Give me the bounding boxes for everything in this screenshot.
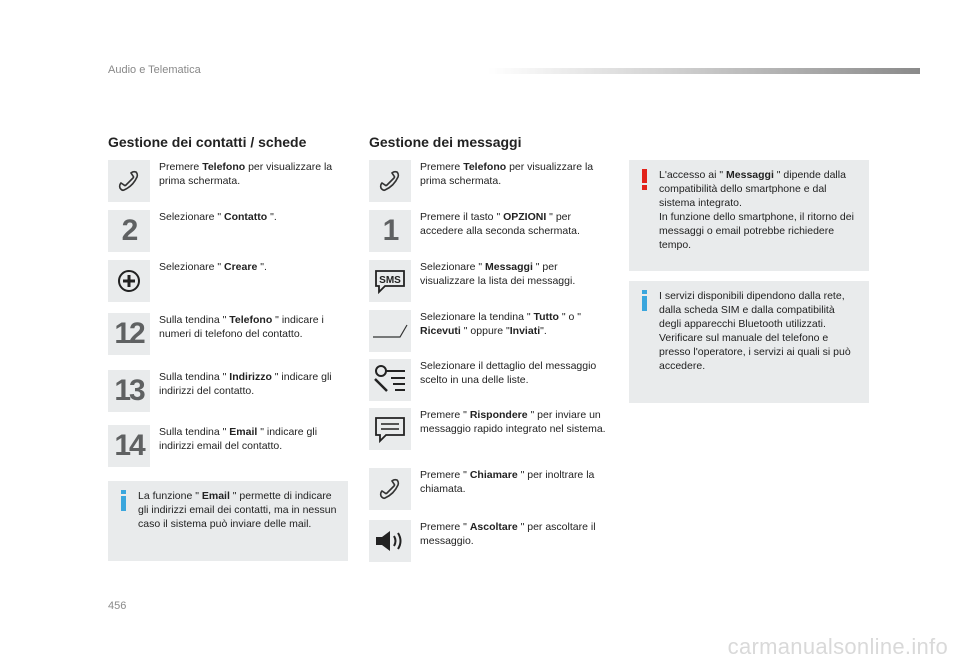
msg-step-options <box>369 210 610 252</box>
left-step-text-5: Sulla tendina " Indirizzo " indicare gli indirizzi del contatto. <box>159 371 332 397</box>
msg-step-reply <box>369 408 610 450</box>
msg-step-listen <box>369 520 610 562</box>
left-step-text-1: Premere Telefono per visualizzare la prima schermata. <box>159 161 333 187</box>
msg-step-text-5: Selezionare il dettaglio del messaggio scelto in una delle liste. <box>420 360 597 386</box>
step-number-badge: 12 <box>108 313 150 355</box>
left-step-contact <box>108 210 349 252</box>
left-step-indirizzo <box>108 370 349 412</box>
left-step-text-3: Selezionare " Creare ". <box>159 261 267 273</box>
msg-step-messages <box>369 260 610 302</box>
sms-icon-label: SMS <box>379 275 401 286</box>
section-header: Audio e Telematica <box>108 64 201 76</box>
message-detail-icon <box>369 359 411 401</box>
msg-step-phone <box>369 160 610 202</box>
quick-reply-icon <box>369 408 411 450</box>
step-number-badge: 1 <box>369 210 411 252</box>
msg-step-text-8: Premere " Ascoltare " per ascoltare il messaggio. <box>420 521 596 547</box>
contacts-title: Gestione dei contatti / schede <box>108 134 307 150</box>
info-icon <box>639 290 651 312</box>
msg-step-text-3: Selezionare " Messaggi " per visualizzare la lista dei messaggi. <box>420 261 576 287</box>
watermark: carmanualsonline.info <box>727 634 948 659</box>
msg-step-call <box>369 468 610 510</box>
msg-step-filter <box>369 310 610 352</box>
msg-step-text-1: Premere Telefono per visualizzare la prima schermata. <box>420 161 594 187</box>
speaker-icon <box>369 520 411 562</box>
msg-step-detail <box>369 359 610 401</box>
phone-icon <box>369 468 411 510</box>
email-info-note: La funzione " Email " permette di indicare gli indirizzi email dei contatti, ma in nessun caso il sistema può inviare delle mail. <box>108 481 348 561</box>
step-number-badge: 13 <box>108 370 150 412</box>
phone-icon <box>369 160 411 202</box>
phone-icon <box>108 160 150 202</box>
msg-step-text-2: Premere il tasto " OPZIONI " per accedere alla seconda schermata. <box>420 211 580 237</box>
step-number-badge: 2 <box>108 210 150 252</box>
messages-title: Gestione dei messaggi <box>369 134 522 150</box>
sms-icon <box>369 260 411 302</box>
msg-step-text-6: Premere " Rispondere " per inviare un messaggio rapido integrato nel sistema. <box>420 409 606 435</box>
warning-icon <box>639 169 651 191</box>
msg-step-text-7: Premere " Chiamare " per inoltrare la chiamata. <box>420 469 595 495</box>
left-step-text-6: Sulla tendina " Email " indicare gli indirizzi email del contatto. <box>159 426 318 452</box>
page-number: 456 <box>108 600 127 612</box>
messages-warning-note: L'accesso ai " Messaggi " dipende dalla compatibilità dello smartphone e dal sistema integrato. In funzione dello smartphone, il ritorno dei messaggi o email potrebbe richiedere tempo. <box>629 160 869 271</box>
left-step-text-4: Sulla tendina " Telefono " indicare i numeri di telefono del contatto. <box>159 314 324 340</box>
step-number-badge: 14 <box>108 425 150 467</box>
left-step-email <box>108 425 349 467</box>
add-icon <box>108 260 150 302</box>
msg-step-text-4: Selezionare la tendina " Tutto " o " Ricevuti " oppure "Inviati". <box>420 311 581 337</box>
header-gradient-bar <box>488 68 920 74</box>
tab-selector-icon <box>369 310 411 352</box>
left-step-create <box>108 260 349 302</box>
left-step-phone <box>108 160 349 202</box>
services-info-note: I servizi disponibili dipendono dalla rete, dalla scheda SIM e dalla compatibilità degli apparecchi Bluetooth utilizzati. Verificare sul manuale del telefono e presso l'operatore, i servizi ai quali si può accedere. <box>629 281 869 403</box>
left-step-text-2: Selezionare " Contatto ". <box>159 211 277 223</box>
info-icon <box>118 490 130 512</box>
left-step-telefono <box>108 313 349 355</box>
